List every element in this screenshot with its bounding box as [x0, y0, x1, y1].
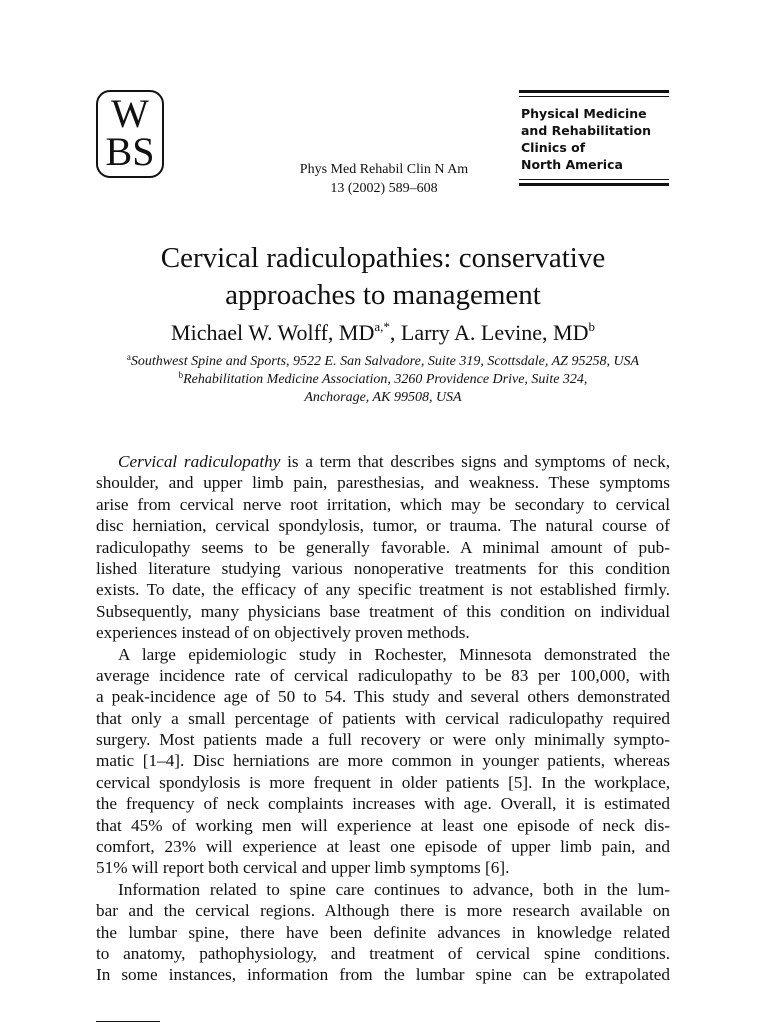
- body-line: In some instances, information from the lumbar spine can be extrapolated: [96, 965, 670, 985]
- body-line: lished literature studying various nonoperative treatments for this condition: [96, 558, 670, 578]
- body-line: average incidence rate of cervical radiculopathy to be 83 per 100,000, with: [96, 665, 670, 685]
- logo-letters-top: W: [111, 91, 149, 136]
- body-paragraph: [96, 879, 670, 986]
- affiliation-line: [96, 353, 670, 371]
- journal-rule-top-thick: [519, 90, 669, 93]
- body-line: the frequency of neck complaints increases with age. Overall, it is estimated: [96, 794, 670, 814]
- logo-letters-bottom: BS: [105, 129, 155, 174]
- body-line: bar and the cervical regions. Although there is more research available on: [96, 901, 670, 921]
- body-line: cervical spondylosis is more frequent in older patients [5]. In the workplace,: [96, 772, 670, 792]
- body-line: that 45% of working men will experience at least one episode of neck dis-: [96, 815, 670, 835]
- body-line: shoulder, and upper limb pain, paresthesias, and weakness. These symptoms: [96, 473, 670, 493]
- body-line: Subsequently, many physicians base treatment of this condition on individual: [96, 601, 670, 621]
- body-line: 51% will report both cervical and upper limb symptoms [6].: [96, 858, 510, 878]
- journal-abbreviation: Phys Med Rehabil Clin N Am: [299, 162, 469, 177]
- body-paragraph: [96, 451, 670, 644]
- footnote-rule: [96, 1021, 160, 1022]
- body-line: surgery. Most patients made a full recovery or were only minimally sympto-: [96, 730, 670, 750]
- journal-title-line: Clinics of: [521, 140, 586, 155]
- publisher-logo: [96, 90, 164, 178]
- journal-rule-bottom-thin: [519, 179, 669, 180]
- journal-title-box: [519, 90, 669, 186]
- body-line: exists. To date, the efficacy of any specific treatment is not established firmly.: [96, 580, 670, 600]
- affiliation-mark: a: [126, 352, 131, 362]
- affiliation-mark: b: [178, 370, 184, 380]
- article-body: [96, 451, 670, 986]
- author-name: Michael W. Wolff, MD: [171, 320, 375, 345]
- body-paragraph: [96, 644, 670, 879]
- author-list: [96, 318, 670, 348]
- volume-info: 13 (2002) 589–608: [330, 181, 438, 196]
- body-line: matic [1–4]. Disc herniations are more common in younger patients, whereas: [96, 751, 670, 771]
- journal-title: [519, 97, 669, 179]
- body-line: experiences instead of on objectively proven methods.: [96, 623, 470, 643]
- body-line: A large epidemiologic study in Rochester, Minnesota demonstrated the: [118, 644, 670, 664]
- author-name: Larry A. Levine, MD: [400, 320, 589, 345]
- body-lead-italic: Cervical radiculopathy: [118, 452, 281, 471]
- body-line: Information related to spine care continues to advance, both in the lum-: [118, 879, 670, 899]
- affiliation-text: Rehabilitation Medicine Association, 3260 Providence Drive, Suite 324,: [183, 372, 588, 387]
- article-title-line: Cervical radiculopathies: conservative: [160, 242, 606, 274]
- affiliation-line: [96, 389, 670, 407]
- affiliation-text: Anchorage, AK 99508, USA: [304, 390, 462, 405]
- body-line: disc herniation, cervical spondylosis, tumor, or trauma. The natural course of: [96, 516, 670, 536]
- journal-title-line: Physical Medicine: [521, 106, 647, 121]
- affiliations: [96, 353, 670, 407]
- citation: [268, 160, 500, 198]
- body-line: a peak-incidence age of 50 to 54. This study and several others demonstrated: [96, 687, 670, 707]
- journal-title-line: North America: [521, 157, 623, 172]
- journal-title-line: and Rehabilitation: [521, 123, 652, 138]
- body-line: Cervical radiculopathy is a term that describes signs and symptoms of neck,: [118, 452, 670, 471]
- body-line: comfort, 23% will experience at least one episode of upper limb pain, and: [96, 837, 670, 857]
- affiliation-text: Southwest Spine and Sports, 9522 E. San Salvadore, Suite 319, Scottsdale, AZ 95258, USA: [130, 354, 640, 369]
- article-title-line: approaches to management: [225, 279, 541, 311]
- article-title: [96, 240, 670, 314]
- affiliation-line: [96, 371, 670, 389]
- body-line: arise from cervical nerve root irritation, which may be secondary to cervical: [96, 494, 670, 514]
- body-line: to anatomy, pathophysiology, and treatment of cervical spine conditions.: [96, 943, 670, 963]
- body-line: that only a small percentage of patients with cervical radiculopathy required: [96, 708, 670, 728]
- author-affiliation-marks: b: [588, 319, 595, 334]
- author-affiliation-marks: a,*: [374, 319, 390, 334]
- body-line: the lumbar spine, there have been definite advances in knowledge related: [96, 922, 670, 942]
- journal-rule-bottom-thick: [519, 183, 669, 186]
- body-line: radiculopathy seems to be generally favorable. A minimal amount of pub-: [96, 537, 670, 557]
- author-separator: ,: [389, 320, 401, 345]
